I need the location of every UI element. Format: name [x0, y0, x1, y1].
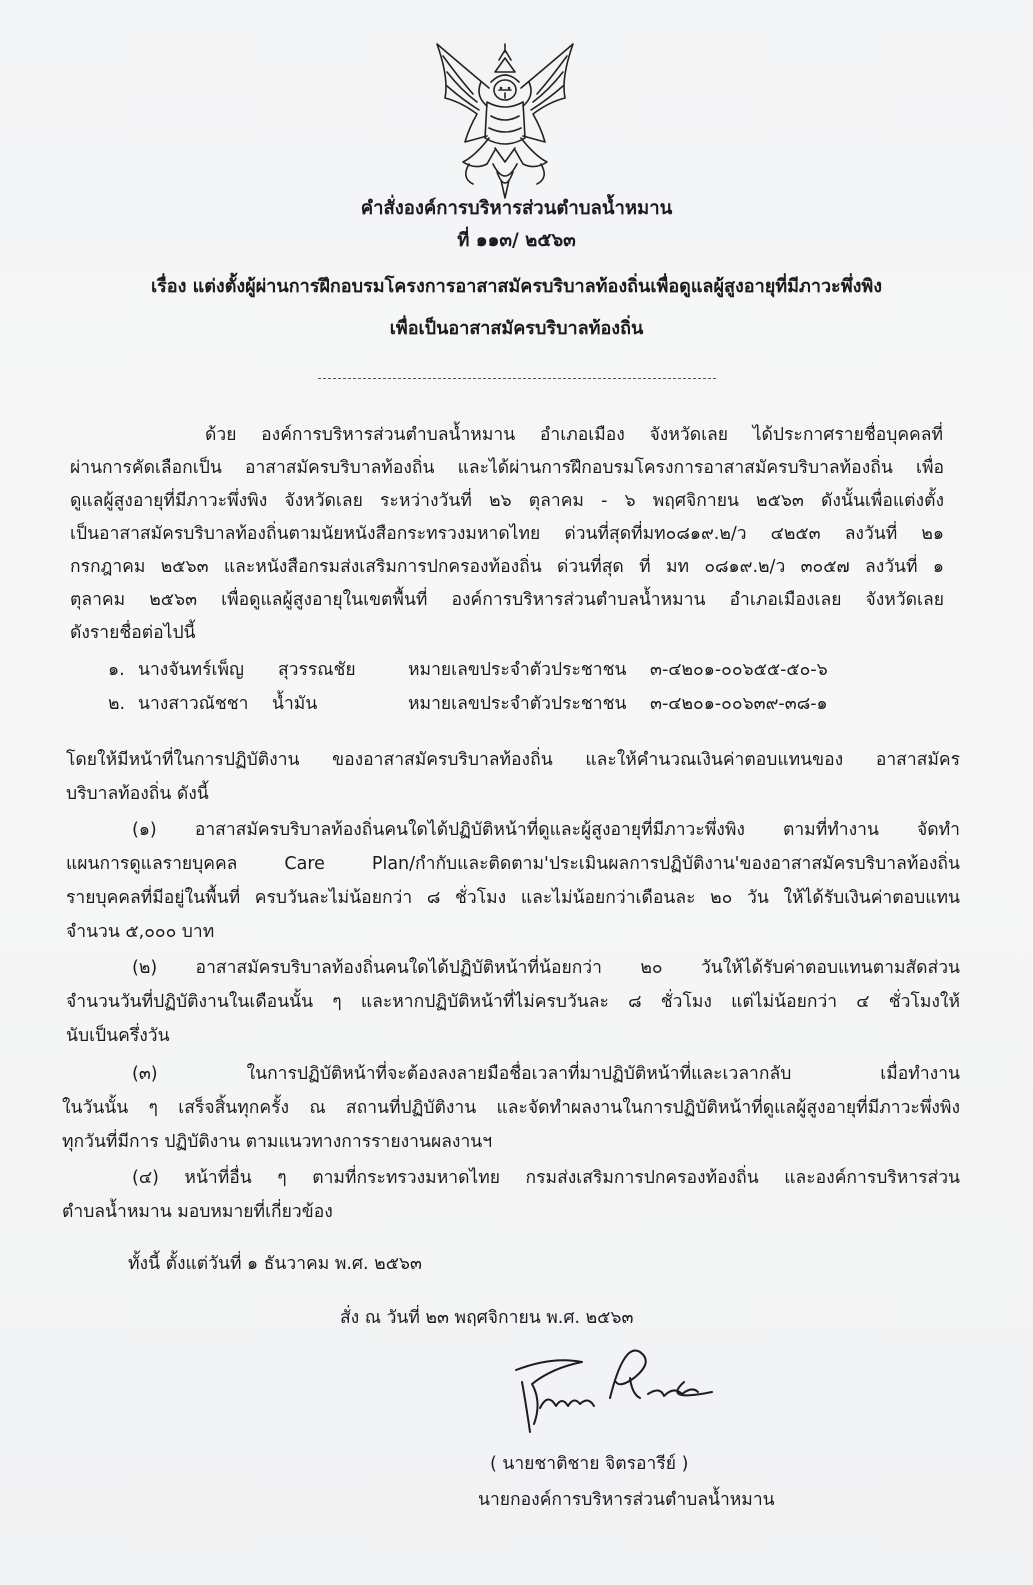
item4-line-1: (๔) หน้าที่อื่น ๆ ตามที่กระทรวงมหาดไทย กรมส่งเสริมการปกครองท้องถิ่น และองค์การบริหารส่วน [132, 1168, 960, 1188]
para1-line-4: เป็นอาสาสมัครบริบาลท้องถิ่นตามนัยหนังสือกระทรวงมหาดไทย ด่วนที่สุดที่มท๐๘๑๙.๒/ว ๔๒๕๓ ลงวันที่ ๒๑ [70, 524, 944, 544]
para1-line-3: ดูแลผู้สูงอายุที่มีภาวะพึ่งพิง จังหวัดเลย ระหว่างวันที่ ๒๖ ตุลาคม - ๖ พฤศจิกายน ๒๕๖๓ ดังนั้นเพื่อแต่งตั้ง [70, 491, 944, 511]
order-title: คำสั่งองค์การบริหารส่วนตำบลน้ำหมาน [360, 198, 673, 219]
person-id-label: หมายเลขประจำตัวประชาชน [408, 694, 627, 714]
person-id: ๓-๔๒๐๑-๐๐๖๕๕-๕๐-๖ [650, 660, 828, 680]
para1-line-2: ผ่านการคัดเลือกเป็น อาสาสมัครบริบาลท้องถิ่น และได้ผ่านการฝึกอบรมโครงการอาสาสมัครบริบาลท้องถิ่น เพื่อ [70, 458, 944, 478]
item3-line-1: (๓) ในการปฏิบัติหน้าที่จะต้องลงลายมือชื่อเวลาที่มาปฏิบัติหน้าที่และเวลากลับ เมื่อทำงาน [132, 1064, 960, 1084]
item2-line-2: จำนวนวันที่ปฏิบัติงานในเดือนนั้น ๆ และหากปฏิบัติหน้าที่ไม่ครบวันละ ๘ ชั่วโมง แต่ไม่น้อยกว่า ๔ ชั่วโมงให้ [66, 992, 960, 1012]
person-number: ๑. [108, 660, 125, 680]
subject-line-2: เพื่อเป็นอาสาสมัครบริบาลท้องถิ่น [389, 318, 644, 339]
person-number: ๒. [108, 694, 126, 714]
item1-line-4: จำนวน ๕,๐๐๐ บาท [66, 922, 215, 942]
divider [318, 378, 716, 379]
item2-line-1: (๒) อาสาสมัครบริบาลท้องถิ่นคนใดได้ปฏิบัติหน้าที่น้อยกว่า ๒๐ วันให้ได้รับค่าตอบแทนตามสัดส่วน [132, 958, 960, 978]
para1-line-7: ดังรายชื่อต่อไปนี้ [70, 623, 196, 643]
person-last-name: น้ำมัน [272, 694, 318, 714]
para2-line-1: โดยให้มีหน้าที่ในการปฏิบัติงาน ของอาสาสมัครบริบาลท้องถิ่น และให้คำนวณเงินค่าตอบแทนของ อาสาสมัคร [66, 750, 960, 770]
para1-line-5: กรกฎาคม ๒๕๖๓ และหนังสือกรมส่งเสริมการปกครองท้องถิ่น ด่วนที่สุด ที่ มท ๐๘๑๙.๒/ว ๓๐๕๗ ลงวันที่ ๑ [70, 557, 944, 577]
item3-line-3: ทุกวันที่มีการ ปฏิบัติงาน ตามแนวทางการรายงานผลงานฯ [62, 1132, 493, 1152]
para1-line-1: ด้วย องค์การบริหารส่วนตำบลน้ำหมาน อำเภอเมือง จังหวัดเลย ได้ประกาศรายชื่อบุคคลที่ [205, 425, 943, 445]
signature [512, 1332, 727, 1452]
person-id-label: หมายเลขประจำตัวประชาชน [408, 660, 627, 680]
para2-line-2: บริบาลท้องถิ่น ดังนี้ [66, 784, 209, 804]
person-last-name: สุวรรณชัย [278, 660, 356, 680]
item1-line-3: รายบุคคลที่มีอยู่ในพื้นที่ ครบวันละไม่น้อยกว่า ๘ ชั่วโมง และไม่น้อยกว่าเดือนละ ๒๐ วัน ให้ได้รับเงินค่าตอบแทน [66, 888, 960, 908]
signer-name: ( นายชาติชาย จิตรอารีย์ ) [490, 1454, 689, 1474]
signer-title: นายกองค์การบริหารส่วนตำบลน้ำหมาน [478, 1490, 775, 1510]
subject-line-1: เรื่อง แต่งตั้งผู้ผ่านการฝึกอบรมโครงการอาสาสมัครบริบาลท้องถิ่นเพื่อดูแลผู้สูงอายุที่มีภาวะพึ่งพิง [150, 276, 883, 297]
person-first-name: นางจันทร์เพ็ญ [138, 660, 244, 680]
effective-date: ทั้งนี้ ตั้งแต่วันที่ ๑ ธันวาคม พ.ศ. ๒๕๖๓ [128, 1254, 423, 1274]
garuda-emblem-icon [425, 38, 585, 200]
item1-line-1: (๑) อาสาสมัครบริบาลท้องถิ่นคนใดได้ปฏิบัติหน้าที่ดูและผู้สูงอายุที่มีภาวะพึ่งพิง ตามที่ทำงาน จัดทำ [132, 820, 960, 840]
person-first-name: นางสาวณัชชา [138, 694, 249, 714]
item1-line-2: แผนการดูแลรายบุคคล Care Plan/กำกับและติดตาม'ประเมินผลการปฏิบัติงาน'ของอาสาสมัครบริบาลท้องถิ่น [66, 854, 960, 874]
ordered-date: สั่ง ณ วันที่ ๒๓ พฤศจิกายน พ.ศ. ๒๕๖๓ [340, 1308, 634, 1328]
item4-line-2: ตำบลน้ำหมาน มอบหมายที่เกี่ยวข้อง [62, 1202, 333, 1222]
item3-line-2: ในวันนั้น ๆ เสร็จสิ้นทุกครั้ง ณ สถานที่ปฏิบัติงาน และจัดทำผลงานในการปฏิบัติหน้าที่ดูแลผู้สูงอายุที่มีภาวะพึ่งพิง [62, 1098, 960, 1118]
item2-line-3: นับเป็นครึ่งวัน [66, 1026, 170, 1046]
para1-line-6: ตุลาคม ๒๕๖๓ เพื่อดูแลผู้สูงอายุในเขตพื้นที่ องค์การบริหารส่วนตำบลน้ำหมาน อำเภอเมืองเลย จังหวัดเลย [70, 590, 944, 610]
order-number: ที่ ๑๑๓/ ๒๕๖๓ [457, 230, 576, 251]
person-id: ๓-๔๒๐๑-๐๐๖๓๙-๓๘-๑ [650, 694, 828, 714]
